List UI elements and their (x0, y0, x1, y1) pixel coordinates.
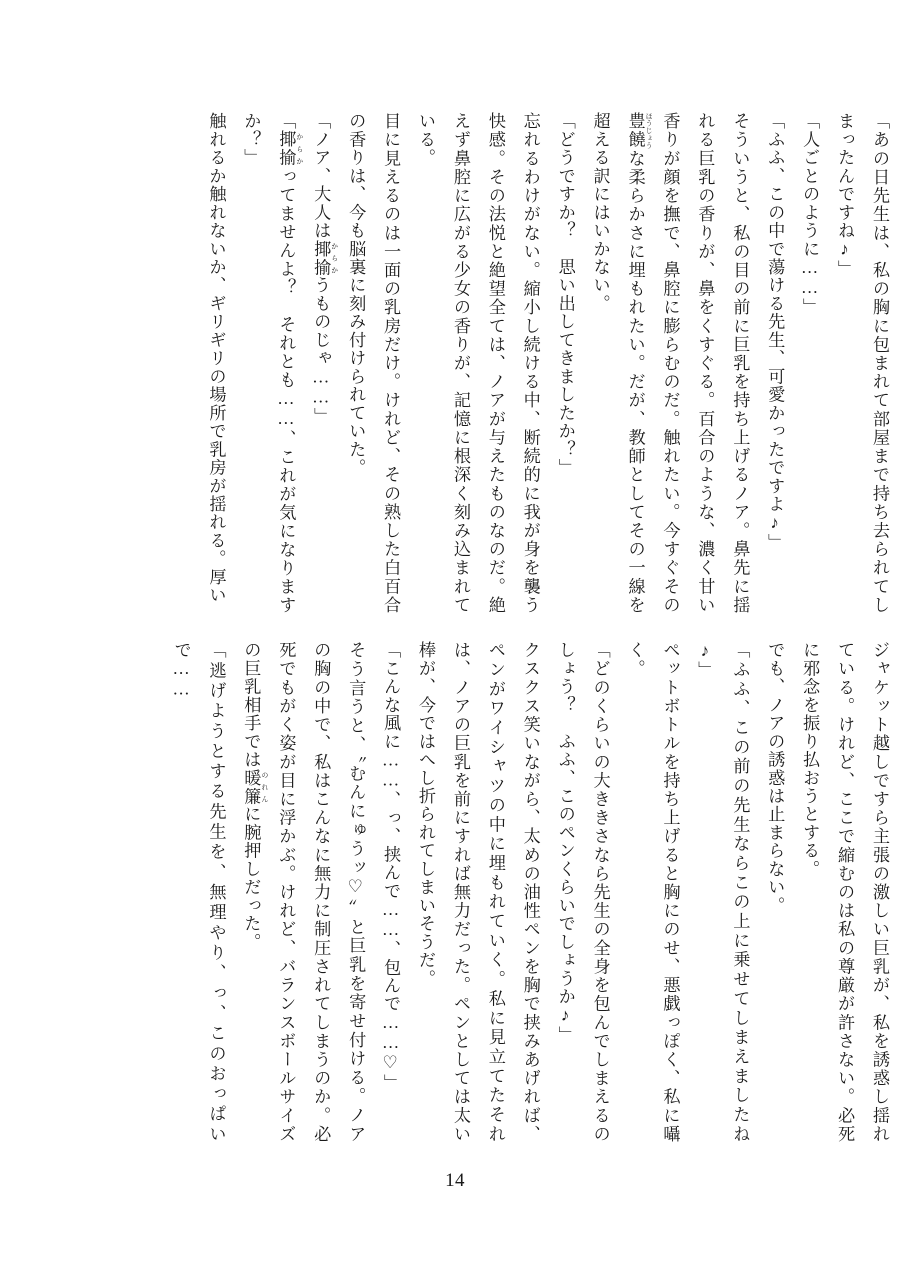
paragraph: 「ふふ、この中で蕩ける先生、可愛かったですよ♪」 (765, 112, 785, 552)
text-block-upper (136, 112, 896, 614)
paragraph-text-lead: 「ノア、大人は (311, 112, 331, 240)
ruby-noren (241, 768, 267, 806)
paragraph-with-ruby (232, 112, 302, 614)
paragraph-with-ruby (302, 112, 337, 614)
paragraph-text-lead: 「 (276, 112, 296, 131)
paragraph: ジャケット越しですら主張の激しい巨乳が、私を誘惑し揺れている。けれど、ここで縮むのは私の尊厳が許さない。必死に邪念を振り払おうとする。 (800, 641, 889, 1143)
text-block-lower (136, 641, 896, 1143)
ruby-base: 暖簾 (241, 768, 261, 806)
ruby-reading: からか (294, 130, 302, 168)
paragraph-text-tail: な柔らかさに埋もれたい。だが、教師としてその一線を超える訳にはいかない。 (590, 112, 645, 614)
paragraph: 触れるか触れないか、ギリギリの場所で乳房が揺れる。厚い (206, 112, 226, 605)
paragraph-with-ruby (582, 112, 757, 614)
paragraph: 「あの日先生は、私の胸に包まれて部屋まで持ち去られてしまったんですね♪」 (835, 112, 889, 614)
paragraph: 「逃げようとする先生を、無理やり、っ、このおっぱいで…… (171, 641, 226, 1143)
ruby-base: 豊饒 (625, 112, 645, 150)
paragraph-text-tail: に腕押しだった。 (241, 805, 261, 951)
ruby-reading: ほうじょう (644, 112, 652, 149)
paragraph: クスクス笑いながら、太めの油性ペンを胸で挟みあげれば、ペンがワイシャツの中に埋もれていく。私に見立てたそれは、ノアの巨乳を前にすれば無力だった。ペンとしては太い棒が、今ではへし折られてしまいそうだ。 (416, 641, 540, 1143)
paragraph: でも、ノアの誘惑は止まらない。 (765, 641, 785, 915)
page-number: 14 (445, 1170, 465, 1191)
ruby-base: 揶揄 (276, 130, 296, 168)
paragraph-with-ruby (232, 641, 372, 1143)
paragraph: 目に見えるのは一面の乳房だけ。けれど、その熟した白百合の香りは、今も脳裏に刻み付けられていた。 (346, 112, 401, 614)
paragraph-text-lead: そう言うと、〝むんにゅうッ♡〟と巨乳を寄せ付ける。ノアの胸の中で、私はこんなに無力に制圧されてしまうのか。必死でもがく姿が目に浮かぶ。けれど、バランスボールサイズの巨乳相手では (241, 641, 366, 1143)
ruby-base: 揶揄 (311, 239, 331, 277)
paragraph-text-lead: そういうと、私の目の前に巨乳を持ち上げるノア。鼻先に揺れる巨乳の香りが、鼻をくすぐる。百合のような、濃く甘い香りが顔を撫で、鼻腔に膨らむのだ。触れたい。今すぐその (660, 112, 750, 614)
paragraph-text-tail: ってませんよ？ それとも……、これが気になりますか？」 (241, 112, 296, 615)
paragraph: 「人ごとのように……」 (800, 112, 820, 317)
paragraph: 「ふふ、この前の先生ならこの上に乗せてしまえましたね♪」 (695, 641, 750, 1143)
paragraph: 「こんな風に……、っ、挟んで……、包んで……♡」 (381, 641, 401, 1093)
ruby-houjou (625, 112, 652, 150)
paragraph: 「どうですか？ 思い出してきましたか？」 (555, 112, 575, 477)
paragraph-text-tail: うものじゃ……」 (311, 276, 331, 426)
ruby-karakai (276, 130, 302, 168)
paragraph: 忘れるわけがない。縮小し続ける中、断続的に我が身を襲う快感。その法悦と絶望全ては、ノアが与えたものなのだ。絶えず鼻腔に広がる少女の香りが、記憶に根深く刻み込まれている。 (416, 112, 540, 614)
paragraph: ペットボトルを持ち上げると胸にのせ、悪戯っぽく、私に囁く。 (625, 641, 680, 1143)
ruby-karakau (311, 239, 337, 277)
paragraph: 「どのくらいの大ききさなら先生の全身を包んでしまえるのしょう？ ふふ、このペンくらいでしょうか♪」 (555, 641, 610, 1143)
ruby-reading: のれん (259, 768, 267, 806)
ruby-reading: からか (329, 239, 337, 277)
